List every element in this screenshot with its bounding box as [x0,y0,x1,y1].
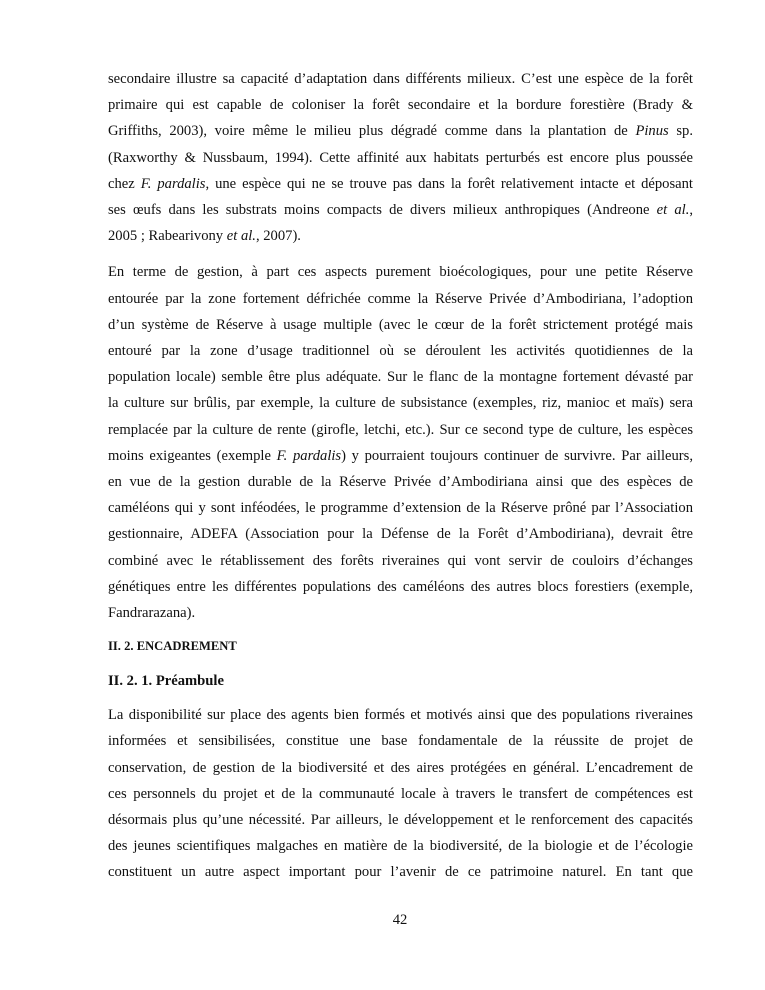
text-segment: secondaire illustre sa capacité d’adaptation dans différents milieux. C’est une espèce de la forêt [108,71,693,87]
text-segment: sp. [668,123,693,140]
italic-text: F. pardalis [140,175,206,192]
text-segment: gestionnaire, ADEFA (Association pour la Défense de la Forêt d’Ambodiriana), devrait être [108,526,693,543]
italic-text: Pinus [635,123,669,140]
text-line [108,223,693,249]
text-segment: des jeunes scientifiques malgaches en matière de la biodiversité, de la biologie et de l’écologie [108,838,693,855]
text-line [108,574,693,600]
text-line [108,118,693,144]
text-line [108,312,693,338]
text-line [108,66,693,92]
text-segment: chez [108,175,141,192]
text-segment: combiné avec le rétablissement des forêts riveraines qui vont servir de couloirs d’échanges [108,552,693,569]
text-line [108,417,693,443]
text-segment: ) y pourraient toujours continuer de survivre. Par ailleurs, [341,447,693,464]
text-line [108,390,693,416]
italic-text: et al. [656,202,690,219]
text-line [108,171,693,197]
text-segment: entouré par la zone d’usage traditionnel où se déroulent les activités quotidiennes de la [108,343,693,360]
text-line [108,859,693,885]
paragraph-gestion [108,259,693,626]
section-heading: II. 2. ENCADREMENT [108,639,237,654]
text-segment: En terme de gestion, à part ces aspects purement bioécologiques, pour une petite Réserve [108,264,693,281]
text-segment: d’un système de Réserve à usage multiple (avec le cœur de la forêt strictement protégé mais [108,316,693,333]
text-segment: caméléons qui y sont inféodées, le programme d’extension de la Réserve prôné par l’Association [108,500,693,517]
text-line [108,755,693,781]
text-segment: Fandrarazana). [108,605,196,622]
text-line [108,145,693,171]
text-segment: désormais plus qu’une nécessité. Par ailleurs, le développement et le renforcement des capacités [108,812,693,829]
text-segment: moins exigeantes (exemple [108,447,277,464]
text-segment: informées et sensibilisées, constitue une base fondamentale de la réussite de projet de [108,733,693,750]
text-line [108,286,693,312]
italic-text: F. pardalis [276,447,342,464]
document-page [108,66,693,896]
text-segment: en vue de la gestion durable de la Réserve Privée d’Ambodiriana ainsi que des espèces de [108,474,693,491]
text-segment: primaire qui est capable de coloniser la forêt secondaire et la bordure forestière (Brady & [108,97,693,114]
text-segment: constituent un autre aspect important pour l’avenir de ce patrimoine naturel. En tant que [108,864,693,881]
text-segment: Griffiths, 2003), voire même le milieu plus dégradé comme dans la plantation de [108,123,636,140]
text-segment: génétiques entre les différentes populations des caméléons des autres blocs forestiers (exemple, [108,578,693,595]
text-segment: ses œufs dans les substrats moins compacts de divers milieux anthropiques (Andreone [108,202,657,219]
text-line [108,781,693,807]
text-segment: population locale) semble être plus adéquate. Sur le flanc de la montagne fortement dévasté par [108,369,693,386]
text-line [108,443,693,469]
text-line [108,600,693,626]
subsection-heading: II. 2. 1. Préambule [108,673,224,690]
text-line [108,728,693,754]
text-line [108,364,693,390]
text-line [108,548,693,574]
text-line [108,197,693,223]
paragraph-adaptation [108,66,693,249]
text-segment: entourée par la zone fortement défrichée comme la Réserve Privée d’Ambodiriana, l’adoption [108,290,693,307]
paragraph-preambule [108,702,693,885]
text-line [108,92,693,118]
text-segment: 2005 ; Rabearivony [108,228,227,245]
text-line [108,521,693,547]
page-number: 42 [392,912,408,928]
text-segment: ces personnels du projet et de la communauté locale à travers le transfert de compétences est [108,785,693,802]
text-segment: , [689,202,693,219]
text-line [108,495,693,521]
text-line [108,469,693,495]
text-line [108,807,693,833]
text-line [108,833,693,859]
italic-text: et al. [226,228,256,245]
text-segment: remplacée par la culture de rente (girofle, letchi, etc.). Sur ce second type de culture, les espèces [108,421,693,438]
text-segment: la culture sur brûlis, par exemple, la culture de subsistance (exemples, riz, manioc et maïs) sera [108,395,693,412]
text-segment: (Raxworthy & Nussbaum, 1994). Cette affinité aux habitats perturbés est encore plus poussée [108,149,693,166]
text-segment: , une espèce qui ne se trouve pas dans la forêt relativement intacte et déposant [205,175,693,192]
text-segment: La disponibilité sur place des agents bien formés et motivés ainsi que des populations riveraines [108,707,693,724]
text-line [108,259,693,285]
text-line [108,702,693,728]
text-segment: conservation, de gestion de la biodiversité et des aires protégées en général. L’encadrement de [108,759,693,776]
text-line [108,338,693,364]
text-segment: , 2007). [255,228,301,245]
